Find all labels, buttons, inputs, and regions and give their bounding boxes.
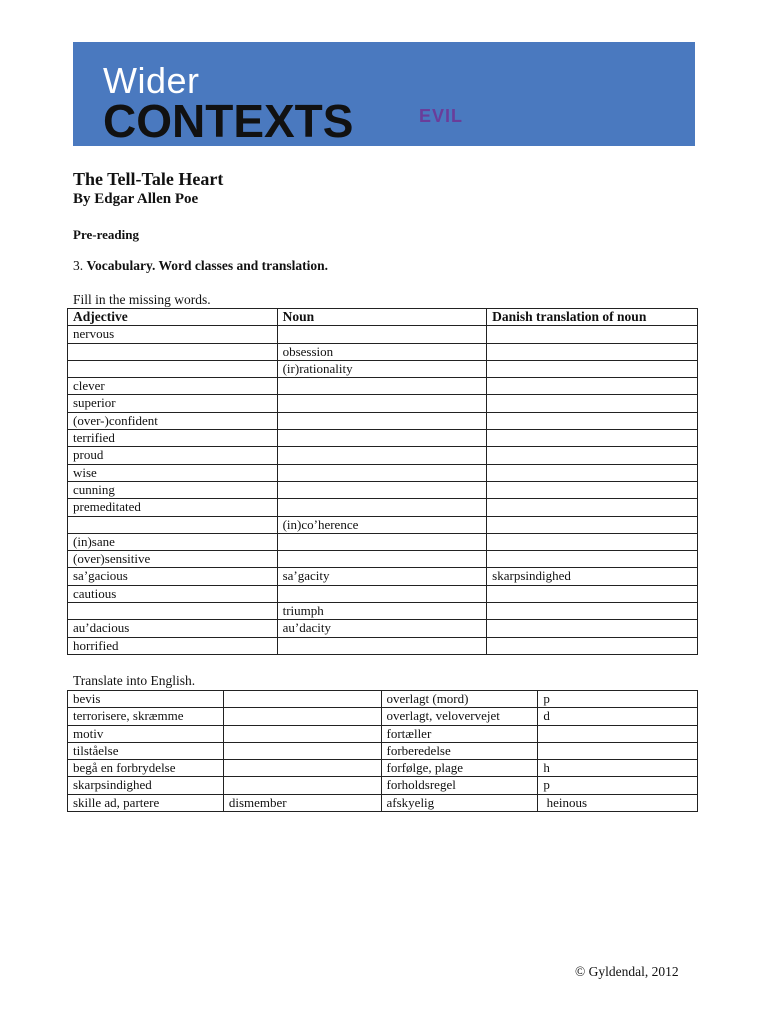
- english-translation-cell[interactable]: [223, 777, 381, 794]
- noun-cell[interactable]: [277, 585, 487, 602]
- noun-cell[interactable]: [277, 464, 487, 481]
- danish-word-cell: tilståelse: [68, 742, 224, 759]
- danish-word-cell: skarpsindighed: [68, 777, 224, 794]
- table-row: [68, 430, 698, 447]
- table-row: [68, 516, 698, 533]
- english-translation-cell[interactable]: dismember: [223, 794, 381, 811]
- adjective-cell: cunning: [68, 481, 278, 498]
- table-row: [68, 326, 698, 343]
- english-translation-cell[interactable]: [223, 725, 381, 742]
- table-row: [68, 378, 698, 395]
- adjective-cell: (over-)confident: [68, 412, 278, 429]
- column-header-noun: Noun: [277, 309, 487, 326]
- english-translation-cell[interactable]: d: [538, 708, 698, 725]
- noun-cell: sa’gacity: [277, 568, 487, 585]
- english-translation-cell[interactable]: [223, 691, 381, 708]
- danish-translation-cell[interactable]: [487, 637, 698, 654]
- noun-cell: (in)co’herence: [277, 516, 487, 533]
- table-row: [68, 533, 698, 550]
- table-row: [68, 637, 698, 654]
- danish-translation-cell[interactable]: [487, 499, 698, 516]
- table-row: [68, 777, 698, 794]
- banner-evil-tag: EVIL: [419, 106, 464, 126]
- danish-word-cell: forfølge, plage: [381, 760, 538, 777]
- noun-cell[interactable]: [277, 447, 487, 464]
- adjective-cell: proud: [68, 447, 278, 464]
- table-row: [68, 481, 698, 498]
- noun-cell[interactable]: [277, 481, 487, 498]
- column-header-adjective: Adjective: [68, 309, 278, 326]
- noun-cell[interactable]: [277, 533, 487, 550]
- adjective-cell: terrified: [68, 430, 278, 447]
- vocab-header-row: [68, 309, 698, 326]
- danish-translation-cell[interactable]: [487, 464, 698, 481]
- noun-cell: au’dacity: [277, 620, 487, 637]
- vocabulary-table: [67, 308, 698, 655]
- danish-word-cell: terrorisere, skræmme: [68, 708, 224, 725]
- danish-translation-cell[interactable]: [487, 326, 698, 343]
- noun-cell[interactable]: [277, 551, 487, 568]
- header-banner: [73, 42, 695, 146]
- adjective-cell[interactable]: [68, 516, 278, 533]
- vocab-instruction: Fill in the missing words.: [73, 292, 211, 307]
- noun-cell[interactable]: [277, 326, 487, 343]
- danish-word-cell: begå en forbrydelse: [68, 760, 224, 777]
- translation-table: [67, 690, 698, 812]
- english-translation-cell[interactable]: [223, 760, 381, 777]
- english-translation-cell[interactable]: p: [538, 777, 698, 794]
- danish-translation-cell[interactable]: [487, 585, 698, 602]
- document-author: By Edgar Allen Poe: [73, 191, 199, 207]
- table-row: [68, 395, 698, 412]
- english-translation-cell[interactable]: p: [538, 691, 698, 708]
- adjective-cell: superior: [68, 395, 278, 412]
- danish-translation-cell[interactable]: [487, 447, 698, 464]
- english-translation-cell[interactable]: heinous: [538, 794, 698, 811]
- danish-translation-cell[interactable]: [487, 395, 698, 412]
- table-row: [68, 691, 698, 708]
- danish-word-cell: forberedelse: [381, 742, 538, 759]
- danish-word-cell: bevis: [68, 691, 224, 708]
- table-row: [68, 585, 698, 602]
- noun-cell[interactable]: [277, 430, 487, 447]
- adjective-cell[interactable]: [68, 603, 278, 620]
- danish-translation-cell[interactable]: [487, 620, 698, 637]
- danish-translation-cell[interactable]: [487, 481, 698, 498]
- english-translation-cell[interactable]: [223, 708, 381, 725]
- adjective-cell: sa’gacious: [68, 568, 278, 585]
- table-row: [68, 708, 698, 725]
- adjective-cell: premeditated: [68, 499, 278, 516]
- table-row: [68, 464, 698, 481]
- table-row: [68, 742, 698, 759]
- table-row: [68, 412, 698, 429]
- danish-translation-cell[interactable]: [487, 603, 698, 620]
- table-row: [68, 603, 698, 620]
- english-translation-cell[interactable]: [223, 742, 381, 759]
- task-title: Vocabulary. Word classes and translation.: [86, 258, 329, 273]
- table-row: [68, 568, 698, 585]
- noun-cell[interactable]: [277, 378, 487, 395]
- danish-translation-cell[interactable]: [487, 551, 698, 568]
- noun-cell: (ir)rationality: [277, 360, 487, 377]
- danish-translation-cell[interactable]: [487, 430, 698, 447]
- danish-translation-cell[interactable]: [487, 343, 698, 360]
- adjective-cell: horrified: [68, 637, 278, 654]
- adjective-cell: cautious: [68, 585, 278, 602]
- noun-cell: triumph: [277, 603, 487, 620]
- translate-instruction: Translate into English.: [73, 673, 196, 688]
- adjective-cell: (in)sane: [68, 533, 278, 550]
- adjective-cell: au’dacious: [68, 620, 278, 637]
- banner-contexts-text: CONTEXTS: [103, 95, 354, 147]
- danish-word-cell: skille ad, partere: [68, 794, 224, 811]
- copyright-footer: © Gyldendal, 2012: [575, 964, 679, 979]
- column-header-danish-translation: Danish translation of noun: [487, 309, 698, 326]
- noun-cell[interactable]: [277, 499, 487, 516]
- document-title: The Tell-Tale Heart: [73, 169, 224, 189]
- table-row: [68, 360, 698, 377]
- table-row: [68, 725, 698, 742]
- danish-word-cell: afskyelig: [381, 794, 538, 811]
- danish-word-cell: motiv: [68, 725, 224, 742]
- table-row: [68, 343, 698, 360]
- danish-word-cell: fortæller: [381, 725, 538, 742]
- noun-cell[interactable]: [277, 637, 487, 654]
- adjective-cell[interactable]: [68, 360, 278, 377]
- english-translation-cell[interactable]: [538, 725, 698, 742]
- danish-translation-cell[interactable]: [487, 533, 698, 550]
- danish-translation-cell: skarpsindighed: [487, 568, 698, 585]
- banner-wider-text: Wider: [103, 60, 200, 101]
- danish-translation-cell[interactable]: [487, 516, 698, 533]
- noun-cell[interactable]: [277, 412, 487, 429]
- table-row: [68, 760, 698, 777]
- adjective-cell[interactable]: [68, 343, 278, 360]
- adjective-cell: nervous: [68, 326, 278, 343]
- noun-cell: obsession: [277, 343, 487, 360]
- noun-cell[interactable]: [277, 395, 487, 412]
- english-translation-cell[interactable]: [538, 742, 698, 759]
- task-heading: [73, 258, 328, 274]
- danish-word-cell: overlagt, velovervejet: [381, 708, 538, 725]
- danish-word-cell: overlagt (mord): [381, 691, 538, 708]
- section-heading: Pre-reading: [73, 227, 139, 242]
- danish-translation-cell[interactable]: [487, 360, 698, 377]
- table-row: [68, 794, 698, 811]
- table-row: [68, 551, 698, 568]
- adjective-cell: (over)sensitive: [68, 551, 278, 568]
- adjective-cell: clever: [68, 378, 278, 395]
- english-translation-cell[interactable]: h: [538, 760, 698, 777]
- table-row: [68, 620, 698, 637]
- adjective-cell: wise: [68, 464, 278, 481]
- danish-translation-cell[interactable]: [487, 378, 698, 395]
- table-row: [68, 447, 698, 464]
- danish-translation-cell[interactable]: [487, 412, 698, 429]
- task-number: 3.: [73, 258, 84, 273]
- danish-word-cell: forholdsregel: [381, 777, 538, 794]
- table-row: [68, 499, 698, 516]
